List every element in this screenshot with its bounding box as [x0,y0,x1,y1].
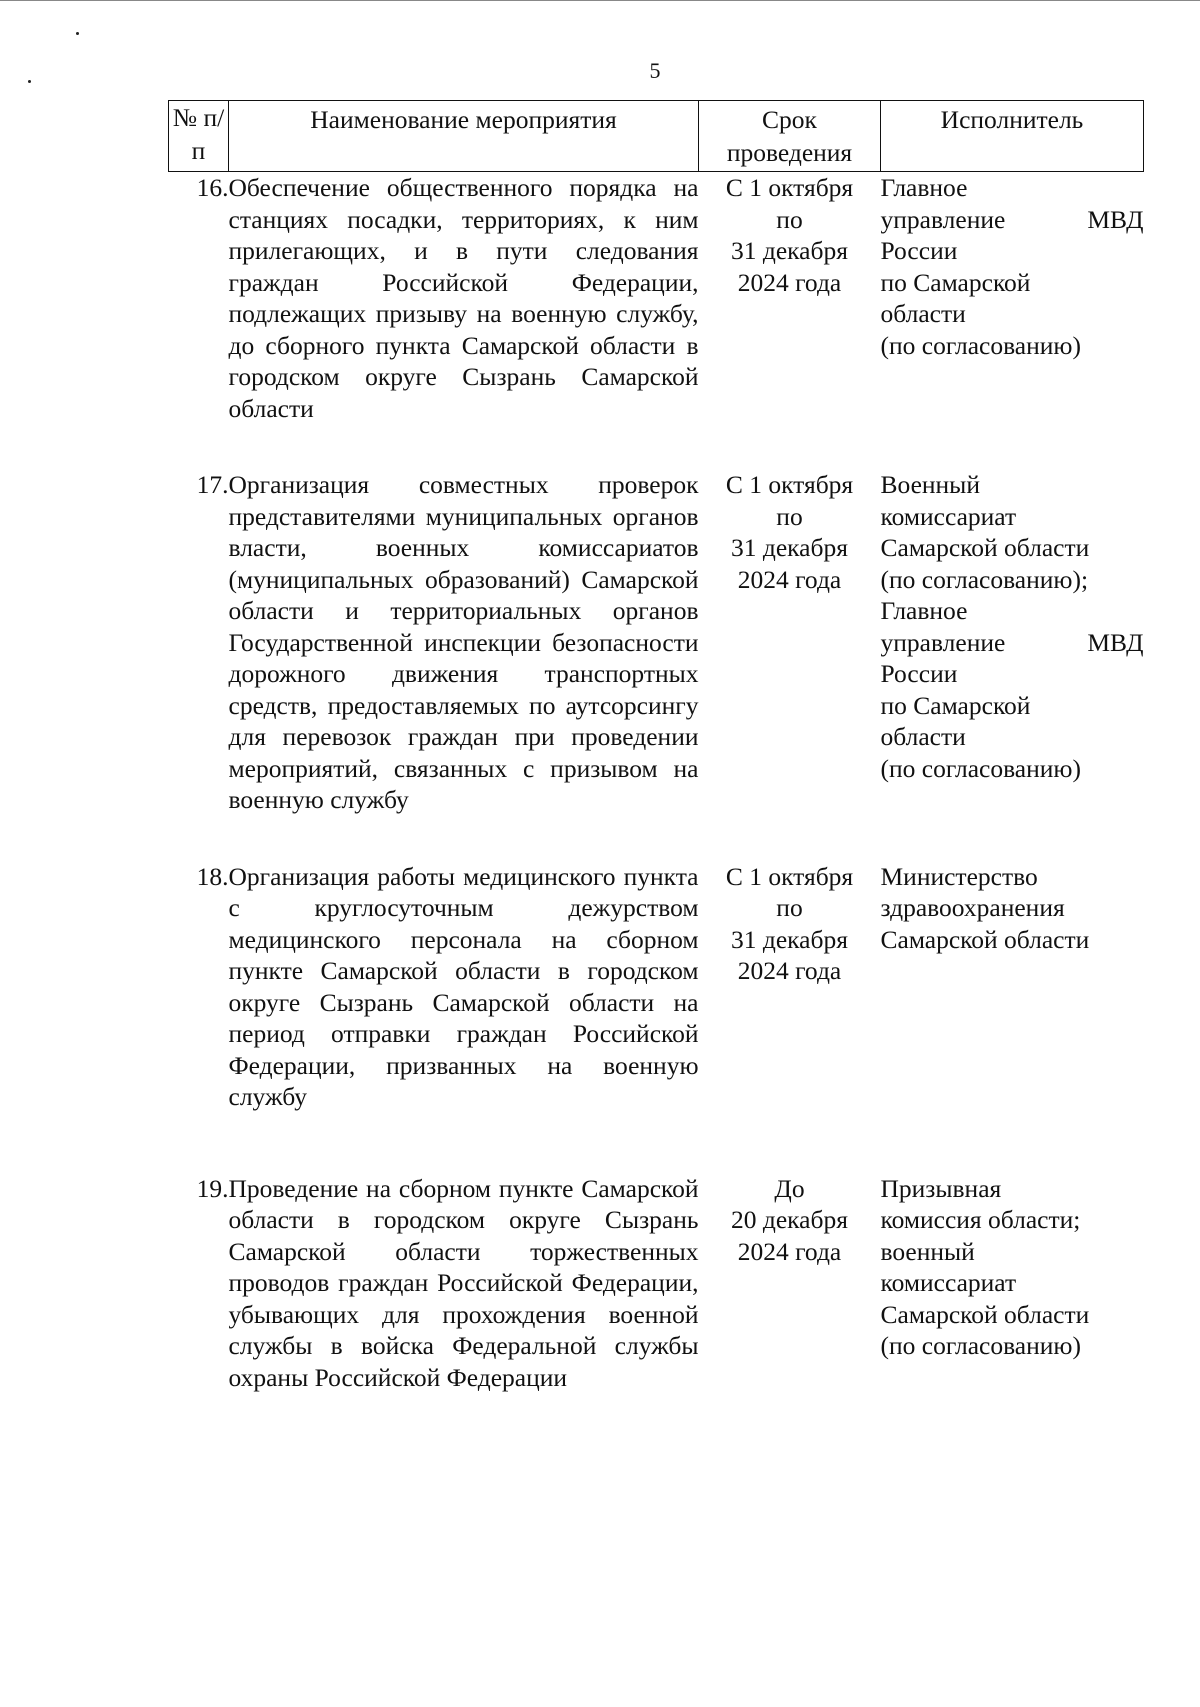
row-number: 17. [196,470,229,499]
event-term: До 20 декабря 2024 года [731,1173,848,1266]
table-row [169,861,1144,1113]
header-num: № п/п [169,101,229,172]
event-title: Организация совместных проверок представителями муниципальных органов власти, военных комиссариатов (муниципальных образований) Самарской области и территориальных органов Государственной инспекции безопасности дорожного движения транспортных средств, предоставляемых по аутсорсингу для перевозок граждан при проведении мероприятий, связанных с призывом на военную службу [228,470,699,814]
event-executor: Призывная комиссия области; военный комиссариат Самарской области (по согласованию) [880,1173,1090,1360]
header-name: Наименование мероприятия [229,101,699,172]
event-title: Проведение на сборном пункте Самарской области в городском округе Сызрань Самарской области торжественных проводов граждан Российской Федерации, убывающих для прохождения военной службы в войска Федеральной службы охраны Российской Федерации [228,1173,699,1392]
row-number: 18. [196,861,229,891]
table-header-row [169,101,1144,172]
event-executor: Главное управление МВД России по Самарской области (по согласованию) [880,173,1144,360]
event-term: С 1 октября по 31 декабря 2024 года [725,861,854,985]
table-row [169,172,1144,425]
header-executor: Исполнитель [881,101,1144,172]
scan-edge-line [0,0,1200,1]
event-executor: Военный комиссариат Самарской области (по согласованию); Главное управление МВД России по Самарской области (по согласованию) [880,470,1144,783]
row-number: 16. [196,173,229,202]
row-number: 19. [196,1173,229,1203]
table-row [169,469,1144,816]
event-title: Обеспечение общественного порядка на станциях посадки, территориях, к ним прилегающих, и в пути следования граждан Российской Федерации, подлежащих призыву на военную службу, до сборного пункта Самарской области в городском округе Сызрань Самарской области [228,173,699,423]
event-term: С 1 октября по 31 декабря 2024 года [725,173,854,297]
event-executor: Министерство здравоохранения Самарской области [880,861,1090,954]
events-table [168,100,1144,1393]
event-term: С 1 октября по 31 декабря 2024 года [725,470,854,594]
page-number: 5 [649,58,661,83]
table-row [169,1173,1144,1394]
event-title: Организация работы медицинского пункта с круглосуточным дежурством медицинского персонала на сборном пункте Самарской области в городском округе Сызрань Самарской области на период отправки граждан Российской Федерации, призванных на военную службу [228,861,699,1111]
scan-speck [28,80,31,83]
scan-speck [76,32,79,35]
header-term: Срок проведения [699,101,881,172]
